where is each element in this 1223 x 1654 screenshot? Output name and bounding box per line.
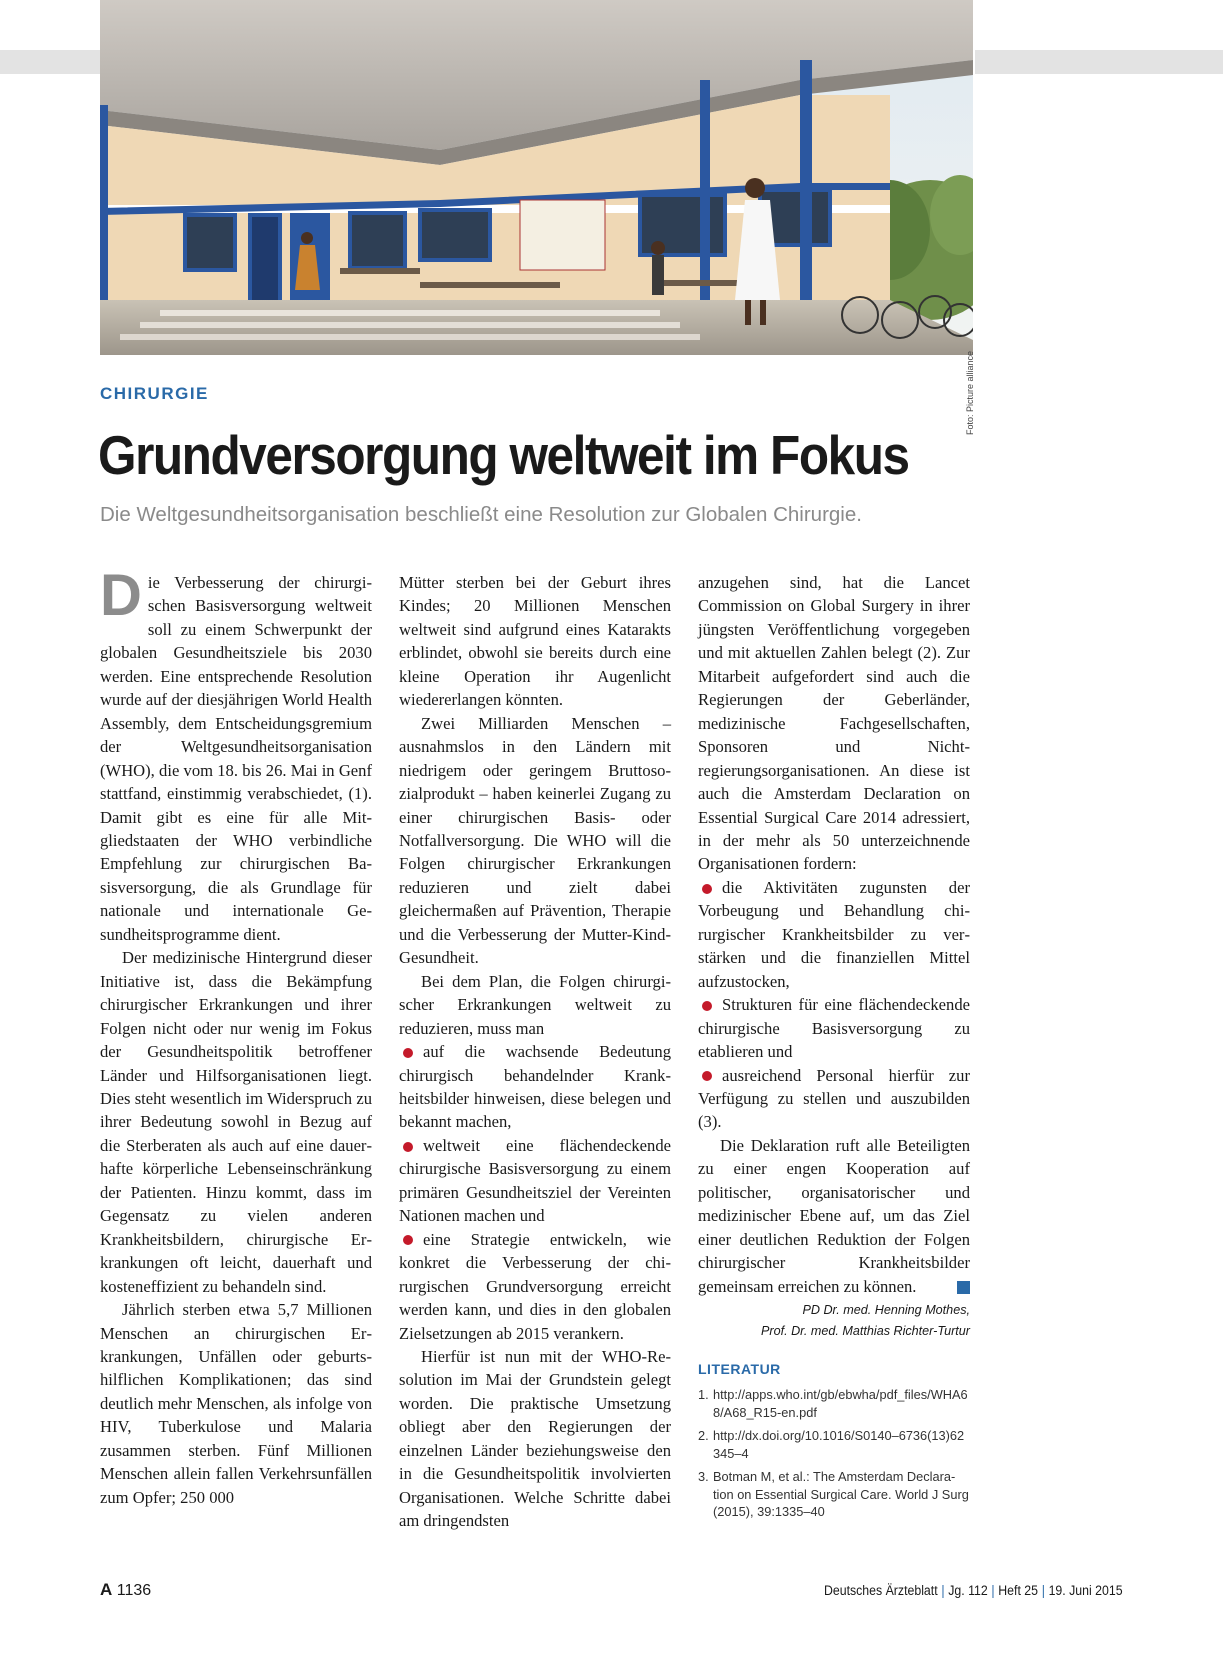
literature-link[interactable]: http://apps.who.int/gb/ebwha/pdf_files/WHA68/A68_R15-en.pdf xyxy=(713,1387,968,1420)
bullet-text: ausreichend Personal hierfür zur Verfügung zu stellen und auszubilden (3). xyxy=(698,1065,970,1132)
bullet-text: die Aktivitäten zugunsten der Vorbeugung und Behandlung chirurgischer Krankheitsbilder zu verstärken und die finanziellen Mittel aufzustocken, xyxy=(698,877,970,991)
bullet-text: Strukturen für eine flächendeckende chirurgische Basisversorgung zu etablieren und xyxy=(698,995,970,1062)
end-mark-icon xyxy=(957,1281,970,1294)
bullet-icon xyxy=(403,1235,413,1245)
bullet-text: auf die wachsende Bedeutung chirurgisch behandelnder Krankheitsbilder hinweisen, diese belegen und bekannt machen, xyxy=(399,1042,671,1132)
photo-credit xyxy=(965,350,987,435)
literature-item xyxy=(698,1468,970,1521)
page-prefix: A xyxy=(100,1580,113,1599)
page-number xyxy=(100,1580,151,1600)
literature-num: 3. xyxy=(698,1469,709,1485)
bullet-item xyxy=(698,1064,970,1134)
text-column-3 xyxy=(698,571,970,1527)
bullet-item xyxy=(698,876,970,993)
journal-issue: Heft 25 xyxy=(998,1583,1039,1598)
literature-list xyxy=(698,1386,970,1521)
bullet-icon xyxy=(702,1001,712,1011)
bullet-item xyxy=(698,993,970,1063)
bullet-item xyxy=(399,1040,671,1134)
bullet-icon xyxy=(403,1048,413,1058)
bullet-text: weltweit eine flächendeckende chirurgische Basisversorgung zu einem primären Gesundheitsziel der Vereinten Nationen machen und xyxy=(399,1135,671,1226)
article-subline: Die Weltgesundheitsorganisation beschließt eine Resolution zur Globalen Chirurgie. xyxy=(100,503,862,526)
literature-num: 1. xyxy=(698,1387,709,1403)
photo-credit-text: Foto: Picture alliance xyxy=(965,350,975,435)
page-number-value: 1136 xyxy=(116,1582,152,1599)
journal-footer xyxy=(824,1583,1123,1598)
bullet-icon xyxy=(403,1142,413,1152)
literature-item xyxy=(698,1427,970,1462)
text-column-1 xyxy=(100,563,372,1509)
literature-title: LITERATUR xyxy=(698,1361,781,1378)
bullet-item xyxy=(399,1228,671,1345)
article-headline: Grundversorgung weltweit im Fokus xyxy=(98,424,909,486)
author-line: Prof. Dr. med. Matthias Richter-Turtur xyxy=(760,1324,970,1339)
literature-link[interactable]: http://dx.doi.org/10.1016/S0140–6736(13)62345–4 xyxy=(713,1428,965,1461)
separator: | xyxy=(991,1583,996,1598)
paragraph-text: ie Verbesserung der chirurgischen Basisversorgung weltweit soll zu einem Schwerpunkt der globalen Gesundheitsziele bis 2030 werden. Eine entsprechende Resolution wurde auf der diesjährigen World Health Assembly, dem Entscheidungsgremium der Weltgesundheitsorganisation (WHO), die vom 18. bis 26. Mai in Genf stattfand, einstimmig verabschiedet, (1). Damit gibt es eine für alle Mitgliedstaaten der WHO verbindliche Empfehlung zur chirurgischen Basisversorgung, die als Grundlage für nationale und internationale Gesundheitsprogramme dient. xyxy=(100,573,372,944)
article-kicker: CHIRURGIE xyxy=(100,384,209,403)
journal-name: Deutsches Ärzteblatt xyxy=(824,1583,939,1598)
separator: | xyxy=(941,1583,945,1598)
text-column-2 xyxy=(399,571,671,1533)
authors xyxy=(698,1300,970,1342)
bullet-icon xyxy=(702,884,712,894)
literature-text: Botman M, et al.: The Amsterdam Declaration on Essential Surgical Care. World J Surg (2015), 39:1335–40 xyxy=(713,1469,969,1520)
literature-num: 2. xyxy=(698,1428,709,1444)
paragraph-text: Die Deklaration ruft alle Beteiligten zu einer engen Kooperation auf politischer, organisatorischer und medizinischer Ebene auf, um das Ziel einer deutlichen Reduktion der Folgen chirurgischer Krankheitsbilder gemeinsam erreichen zu können. xyxy=(698,1135,970,1296)
paragraph: Jährlich sterben etwa 5,7 Millionen Menschen an chirurgischen Erkrankungen, Unfällen oder geburtshilflichen Komplikationen; das sind deutlich mehr Menschen, als infolge von HIV, Tuberkulose und Malaria zusammen sterben. Fünf Millionen Menschen allein fallen Verkehrsunfällen zum Opfer; 250 000 xyxy=(100,1300,372,1507)
paragraph xyxy=(100,563,372,946)
paragraph: Hierfür ist nun mit der WHO-Resolution im Mai der Grundstein gelegt worden. Die praktische Umsetzung obliegt aber den Regierungen der einzelnen Länder beziehungsweise den in die Gesundheitspolitik involvierten Organisationen. Welche Schritte dabei am dringendsten xyxy=(399,1346,671,1531)
header-band-right xyxy=(975,50,1223,74)
bullet-text: eine Strategie entwickeln, wie konkret die Verbesserung der chirurgischen Grundversorgung erreicht werden kann, und dies in den globalen Zielsetzungen ab 2015 verankern. xyxy=(399,1229,671,1343)
author-line: PD Dr. med. Henning Mothes, xyxy=(802,1303,970,1318)
journal-volume: Jg. 112 xyxy=(948,1583,989,1598)
dropcap: D xyxy=(100,563,142,628)
journal-date: 19. Juni 2015 xyxy=(1049,1583,1123,1598)
separator: | xyxy=(1042,1583,1046,1598)
paragraph xyxy=(698,1134,970,1298)
paragraph: Bei dem Plan, die Folgen chirurgischer Erkrankungen weltweit zu reduzieren, muss man xyxy=(399,971,671,1038)
article-photo xyxy=(100,0,973,355)
bullet-item xyxy=(399,1134,671,1228)
paragraph: Zwei Milliarden Menschen – ausnahmslos in den Ländern mit niedrigem oder geringem Bruttosozialprodukt – haben keinerlei Zugang zu einer chirurgischen Basis- oder Notfallversorgung. Die WHO will die Folgen chirurgischer Erkrankungen reduzieren und zielt dabei gleichermaßen auf Prävention, Therapie und die Verbesserung der Mutter-Kind-Gesundheit. xyxy=(399,713,671,968)
header-band-left xyxy=(0,50,100,74)
literature-item xyxy=(698,1386,970,1421)
paragraph: Der medizinische Hintergrund dieser Initiative ist, dass die Bekämpfung chirurgischer Erkrankungen und ihrer Folgen nicht oder nur wenig im Fokus der Gesundheitspolitik betroffener Länder und Hilfsorganisationen liegt. Dies steht wesentlich im Widerspruch zu ihrer Bedeutung sowohl in Bezug auf die Sterberaten als auch auf eine dauerhafte körperliche Lebenseinschränkung der Patienten. Hinzu kommt, dass im Gegensatz zu vielen anderen Krankheitsbildern, chirurgische Erkrankungen oft leicht, dauerhaft und kosteneffizient zu behandeln sind. xyxy=(100,948,372,1296)
paragraph: anzugehen sind, hat die Lancet Commission on Global Surgery in ihrer jüngsten Veröffentlichung vorgegeben und mit aktuellen Zahlen belegt (2). Zur Mitarbeit aufgefordert sind auch die Regierungen der Geberländer, medizinische Fachgesellschaften, Sponsoren und Nichtregierungsorganisationen. An diese ist auch die Amsterdam Declaration on Essential Surgical Care 2014 adressiert, in der mehr als 50 unterzeichnende Organisationen fordern: xyxy=(698,573,970,874)
bullet-icon xyxy=(702,1071,712,1081)
paragraph: Mütter sterben bei der Geburt ihres Kindes; 20 Millionen Menschen weltweit sind aufgrund eines Katarakts erblindet, obwohl sie bereits durch eine kleine Operation ihr Augenlicht wiedererlangen könnten. xyxy=(399,573,671,710)
